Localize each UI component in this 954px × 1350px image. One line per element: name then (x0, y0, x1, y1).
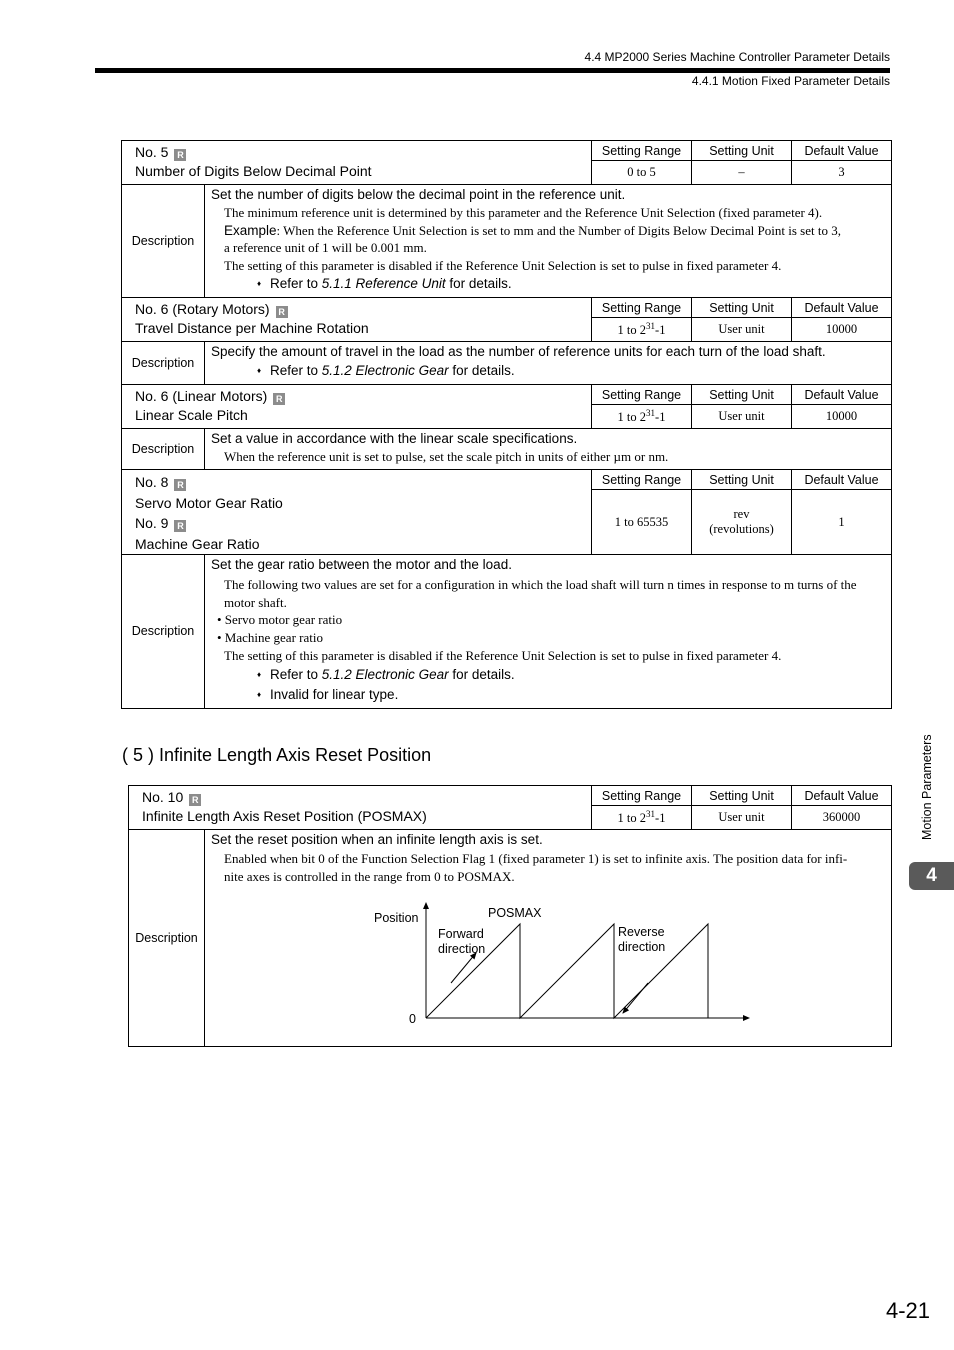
reverse-arrow (623, 983, 648, 1013)
posmax-diagram (211, 893, 771, 1043)
example-label: Example (224, 222, 277, 238)
servo-gear-bullet: • Servo motor gear ratio (217, 612, 343, 627)
machine-gear-bullet: • Machine gear ratio (217, 630, 323, 645)
header-default-value: Default Value (792, 470, 892, 490)
param-8-line4: The setting of this parameter is disabled if the Reference Unit Selection is set to pulse in fixed parameter 4. (224, 648, 782, 663)
description-label: Description (122, 429, 205, 470)
param-8-default: 1 (792, 490, 892, 555)
header-setting-range: Setting Range (592, 298, 692, 318)
param-6l-name: Linear Scale Pitch (135, 407, 248, 423)
forward-arrow (451, 953, 476, 983)
param-5-lead: Set the number of digits below the decimal point in the reference unit. (211, 187, 626, 202)
header-default-value: Default Value (792, 786, 892, 806)
param-5-line2: The minimum reference unit is determined by this parameter and the Reference Unit Selection (fixed parameter 4). (224, 205, 823, 220)
param-6r-default: 10000 (792, 318, 892, 342)
param-10-lead: Set the reset position when an infinite length axis is set. (211, 832, 543, 847)
description-label: Description (122, 185, 205, 298)
r-icon: R (276, 306, 288, 318)
param-9-name: Machine Gear Ratio (135, 535, 260, 552)
header-default-value: Default Value (792, 385, 892, 405)
param-6r-number: No. 6 (Rotary Motors) (135, 301, 270, 317)
param-5-line4: a reference unit of 1 will be 0.001 mm. (224, 240, 427, 255)
reverse-label-2: direction (618, 940, 666, 954)
header-setting-unit: Setting Unit (692, 385, 792, 405)
param-8-note: ♦ Invalid for linear type. (211, 685, 887, 705)
param-10-range: 1 to $2^{31}-1$ (592, 806, 692, 830)
param-5-description (205, 185, 892, 298)
header-setting-range: Setting Range (592, 786, 692, 806)
param-6l-description (205, 429, 892, 470)
param-8-9-title (122, 470, 592, 555)
header-setting-unit: Setting Unit (692, 470, 792, 490)
forward-label-2: direction (438, 942, 486, 956)
header-setting-unit: Setting Unit (692, 786, 792, 806)
param-10-title (129, 786, 592, 830)
description-label: Description (129, 830, 205, 1047)
position-label: Position (374, 911, 419, 925)
param-5-unit: – (692, 161, 792, 185)
param-10-default: 360000 (792, 806, 892, 830)
param-5-title (122, 141, 592, 185)
header-default-value: Default Value (792, 298, 892, 318)
param-10-description (205, 830, 892, 1047)
param-8-range: 1 to 65535 (592, 490, 692, 555)
section-header: 4.4 MP2000 Series Machine Controller Parameter Details (584, 50, 890, 64)
forward-label-1: Forward (438, 927, 484, 941)
section-5-heading: ( 5 ) Infinite Length Axis Reset Position (122, 745, 432, 765)
param-6r-lead: Specify the amount of travel in the load as the number of reference units for each turn of the load shaft. (211, 344, 826, 359)
param-8-description (205, 555, 892, 709)
page-number: 4-21 (885, 1298, 930, 1323)
param-6l-unit: User unit (692, 405, 792, 429)
param-6l-title (122, 385, 592, 429)
subsection-header: 4.4.1 Motion Fixed Parameter Details (691, 74, 890, 88)
param-6l-number: No. 6 (Linear Motors) (135, 388, 268, 404)
chapter-tab: 4 (909, 862, 954, 890)
param-6r-range: 1 to $2^{31}-1$ (592, 318, 692, 342)
reverse-label-1: Reverse (618, 925, 665, 939)
param-6r-name: Travel Distance per Machine Rotation (135, 320, 369, 336)
header-setting-unit: Setting Unit (692, 141, 792, 161)
param-5-number: No. 5 (135, 144, 169, 160)
header-setting-range: Setting Range (592, 385, 692, 405)
param-10-line2: Enabled when bit 0 of the Function Selection Flag 1 (fixed parameter 1) is set to infinite axis. The position data for infi- (224, 851, 848, 866)
param-6r-unit: User unit (692, 318, 792, 342)
param-8-unit: rev (revolutions) (692, 490, 792, 555)
param-6r-title (122, 298, 592, 342)
param-8-reference: ♦ Refer to 5.1.2 Electronic Gear for details. (211, 665, 887, 685)
param-8-number: No. 8 (135, 474, 169, 490)
param-6l-default: 10000 (792, 405, 892, 429)
param-6l-line2: When the reference unit is set to pulse, set the scale pitch in units of either µm or nm. (224, 449, 669, 464)
r-icon: R (174, 149, 186, 161)
header-setting-unit: Setting Unit (692, 298, 792, 318)
param-8-line3: motor shaft. (224, 594, 287, 610)
r-icon: R (174, 479, 186, 491)
zero-label: 0 (409, 1012, 416, 1026)
param-6r-reference: ♦ Refer to 5.1.2 Electronic Gear for details. (211, 361, 887, 381)
param-6r-description (205, 342, 892, 385)
header-setting-range: Setting Range (592, 470, 692, 490)
param-6l-range: 1 to $2^{31}-1$ (592, 405, 692, 429)
param-10-number: No. 10 (142, 789, 184, 805)
param-8-lead: Set the gear ratio between the motor and the load. (211, 557, 512, 572)
description-label: Description (122, 555, 205, 709)
param-5-name: Number of Digits Below Decimal Point (135, 163, 372, 179)
header-default-value: Default Value (792, 141, 892, 161)
param-10-unit: User unit (692, 806, 792, 830)
example-text: : When the Reference Unit Selection is set to mm and the Number of Digits Below Decimal Point is set to 3, (276, 222, 841, 238)
param-5-line5: The setting of this parameter is disabled if the Reference Unit Selection is set to pulse in fixed parameter 4. (224, 257, 782, 273)
param-10-line3: nite axes is controlled in the range from 0 to POSMAX. (224, 868, 515, 884)
param-5-range: 0 to 5 (592, 161, 692, 185)
description-label: Description (122, 342, 205, 385)
param-8-line2: The following two values are set for a configuration in which the load shaft will turn n times in response to m turns of the (224, 577, 857, 592)
parameter-table-2 (128, 785, 892, 1047)
r-icon: R (189, 794, 201, 806)
param-8-name: Servo Motor Gear Ratio (135, 494, 283, 511)
param-5-reference: ♦ Refer to 5.1.1 Reference Unit for details. (211, 274, 887, 294)
header-rule (95, 68, 890, 73)
header-setting-range: Setting Range (592, 141, 692, 161)
param-9-number: No. 9 (135, 515, 169, 531)
r-icon: R (174, 520, 186, 532)
chapter-side-label: Motion Parameters (920, 734, 934, 840)
param-10-name: Infinite Length Axis Reset Position (POSMAX) (142, 808, 427, 824)
posmax-label: POSMAX (488, 906, 542, 920)
parameter-table-1 (121, 140, 892, 709)
r-icon: R (273, 393, 285, 405)
param-5-default: 3 (792, 161, 892, 185)
param-6l-lead: Set a value in accordance with the linear scale specifications. (211, 431, 578, 446)
